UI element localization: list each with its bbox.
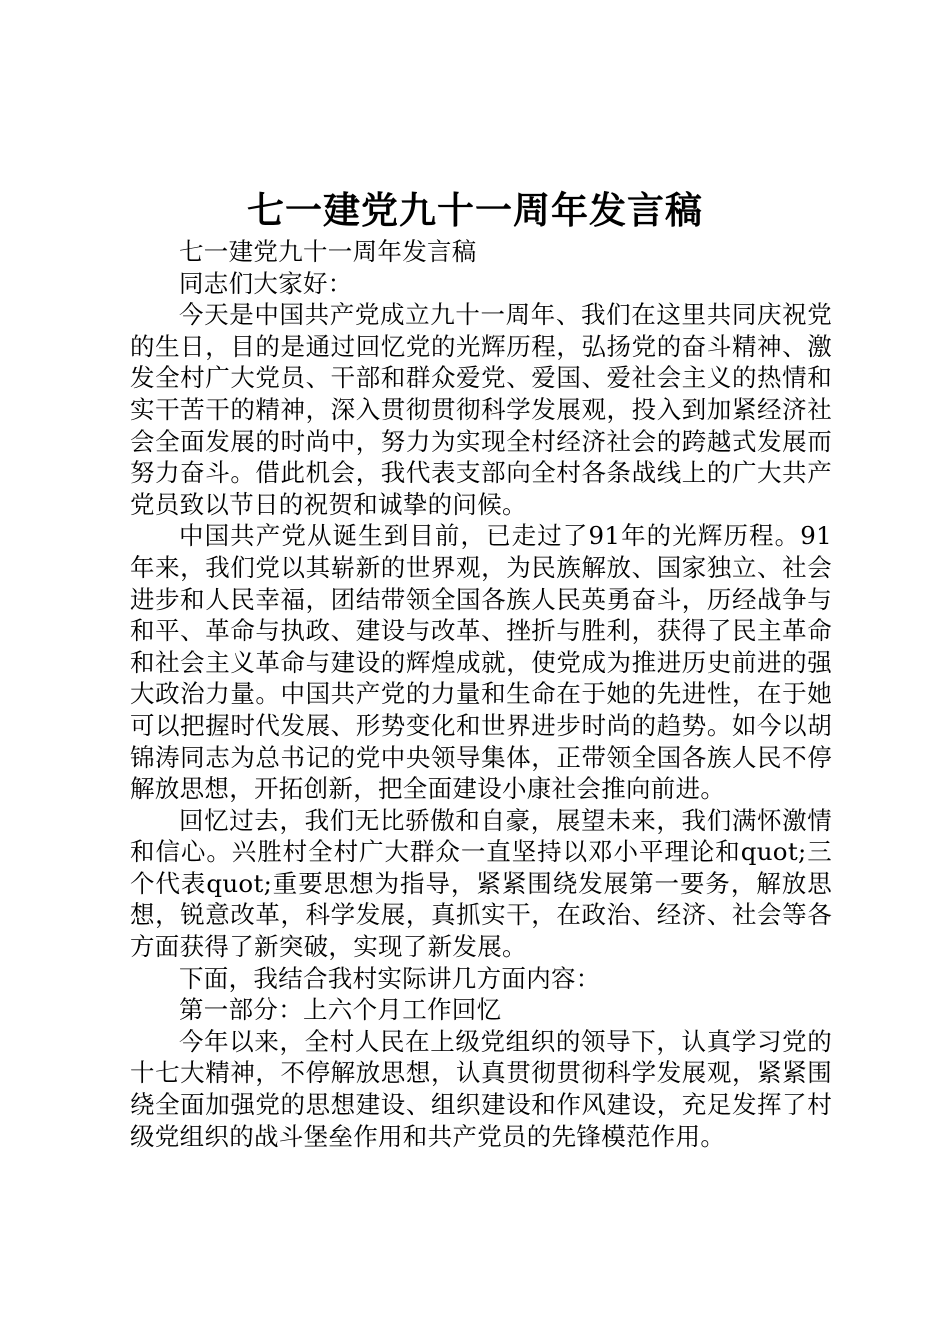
- paragraph-section-heading: 第一部分：上六个月工作回忆: [179, 995, 502, 1025]
- paragraph-review: 今年以来，全村人民在上级党组织的领导下，认真学习党的十七大精神，不停解放思想，认真贯彻贯彻科学发展观，紧紧围绕全面加强党的思想建设、组织建设和作风建设，充足发挥了村级党组织的战斗堡垒作用和共产党员的先锋模范作用。: [130, 1026, 832, 1151]
- paragraph-greeting: 同志们大家好：: [179, 268, 353, 298]
- paragraph-opening: 今天是中国共产党成立九十一周年、我们在这里共同庆祝党的生日，目的是通过回忆党的光辉历程，弘扬党的奋斗精神、激发全村广大党员、干部和群众爱党、爱国、爱社会主义的热情和实干苦干的精神，深入贯彻贯彻科学发展观，投入到加紧经济社会全面发展的时尚中，努力为实现全村经济社会的跨越式发展而努力奋斗。借此机会，我代表支部向全村各条战线上的广大共产党员致以节日的祝贺和诚挚的问候。: [130, 300, 832, 519]
- document-title: 七一建党九十一周年发言稿: [247, 188, 703, 232]
- document-body: [130, 236, 832, 1152]
- paragraph-heading-repeat: 七一建党九十一周年发言稿: [179, 237, 477, 266]
- paragraph-history: 中国共产党从诞生到目前，已走过了91年的光辉历程。91年来，我们党以其崭新的世界观，为民族解放、国家独立、社会进步和人民幸福，团结带领全国各族人民英勇奋斗，历经战争与和平、革命与执政、建设与改革、挫折与胜利，获得了民主革命和社会主义革命与建设的辉煌成就，使党成为推进历史前进的强大政治力量。中国共产党的力量和生命在于她的先进性，在于她可以把握时代发展、形势变化和世界进步时尚的趋势。如今以胡锦涛同志为总书记的党中央领导集体，正带领全国各族人民不停解放思想，开拓创新，把全面建设小康社会推向前进。: [130, 521, 832, 804]
- paragraph-intro: 下面，我结合我村实际讲几方面内容：: [179, 963, 601, 993]
- paragraph-reflection: 回忆过去，我们无比骄傲和自豪，展望未来，我们满怀激情和信心。兴胜村全村广大群众一直坚持以邓小平理论和quot;三个代表quot;重要思想为指导，紧紧围绕发展第一要务，解放思想，锐意改革，科学发展，真抓实干，在政治、经济、社会等各方面获得了新突破，实现了新发展。: [130, 805, 832, 962]
